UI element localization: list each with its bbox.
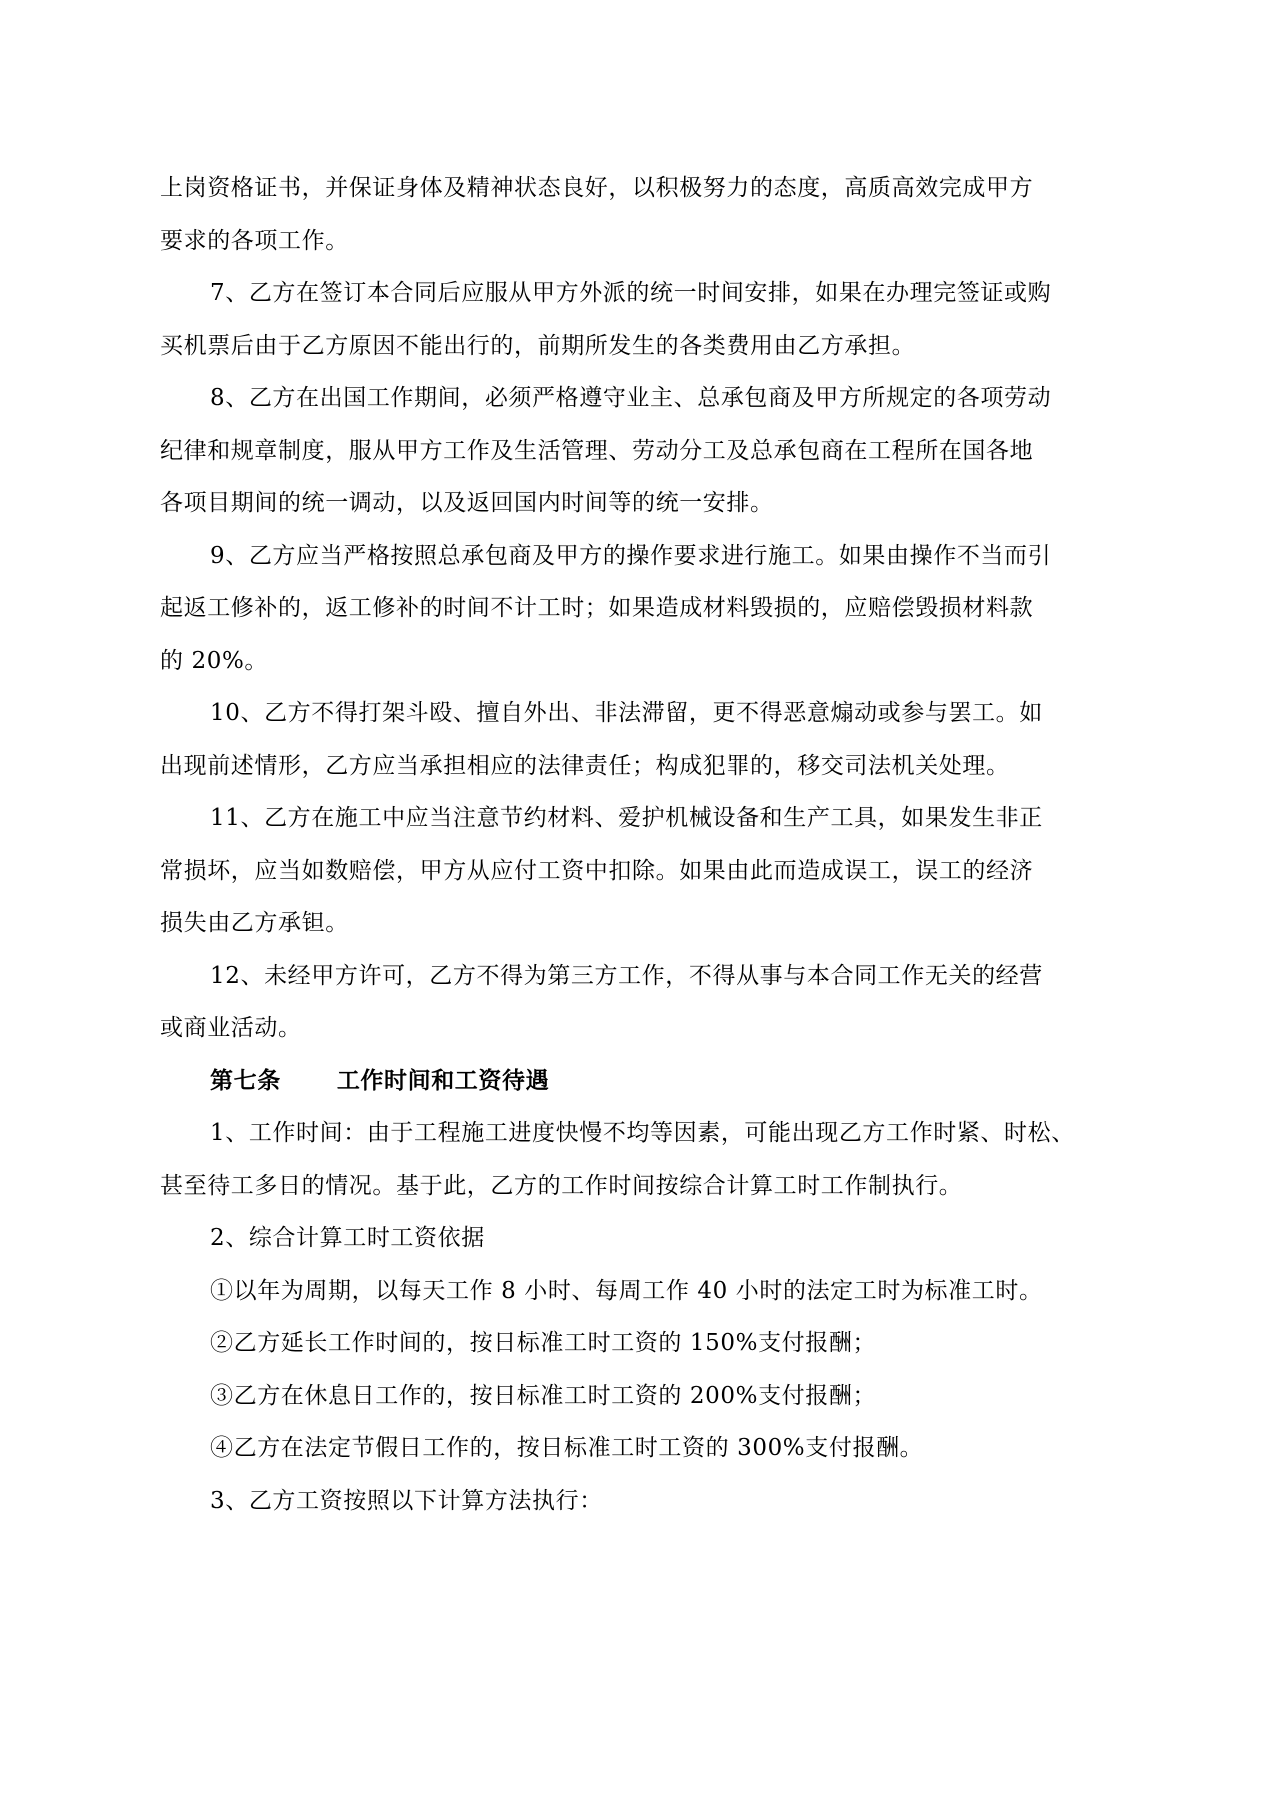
text-line: 买机票后由于乙方原因不能出行的，前期所发生的各类费用由乙方承担。 <box>160 332 916 359</box>
text-line: 甚至待工多日的情况。基于此，乙方的工作时间按综合计算工时工作制执行。 <box>160 1172 963 1199</box>
article-heading <box>160 1055 1124 1108</box>
sub-item-1: ①以年为周期，以每天工作 8 小时、每周工作 40 小时的法定工时为标准工时。 <box>210 1277 1043 1304</box>
text-line: 要求的各项工作。 <box>160 227 349 254</box>
sub-item-4: ④乙方在法定节假日工作的，按日标准工时工资的 300%支付报酬。 <box>210 1435 924 1461</box>
item-1: 1、工作时间：由于工程施工进度快慢不均等因素，可能出现乙方工作时紧、时松、 <box>210 1120 1075 1146</box>
text-line: 出现前述情形，乙方应当承担相应的法律责任；构成犯罪的，移交司法机关处理。 <box>160 752 1010 779</box>
text-line: 上岗资格证书，并保证身体及精神状态良好，以积极努力的态度，高质高效完成甲方 <box>160 175 1034 201</box>
clause-8: 8、乙方在出国工作期间，必须严格遵守业主、总承包商及甲方所规定的各项劳动 <box>210 385 1052 411</box>
item-2: 2、综合计算工时工资依据 <box>210 1225 485 1251</box>
sub-item-3: ③乙方在休息日工作的，按日标准工时工资的 200%支付报酬； <box>210 1382 877 1409</box>
sub-item-2: ②乙方延长工作时间的，按日标准工时工资的 150%支付报酬； <box>210 1330 877 1356</box>
clause-12: 12、未经甲方许可，乙方不得为第三方工作，不得从事与本合同工作无关的经营 <box>210 962 1043 989</box>
document-body <box>160 162 1124 1527</box>
text-line: 常损坏，应当如数赔偿，甲方从应付工资中扣除。如果由此而造成误工，误工的经济 <box>160 857 1034 884</box>
clause-9: 9、乙方应当严格按照总承包商及甲方的操作要求进行施工。如果由操作不当而引 <box>210 542 1052 569</box>
text-line: 损失由乙方承钽。 <box>160 910 349 936</box>
clause-10: 10、乙方不得打架斗殴、擅自外出、非法滞留，更不得恶意煽动或参与罢工。如 <box>210 700 1043 726</box>
text-line: 或商业活动。 <box>160 1015 302 1041</box>
article-number: 第七条 <box>210 1066 281 1094</box>
article-title: 工作时间和工资待遇 <box>336 1066 550 1094</box>
clause-7: 7、乙方在签订本合同后应服从甲方外派的统一时间安排，如果在办理完签证或购 <box>210 280 1052 306</box>
text-line: 纪律和规章制度，服从甲方工作及生活管理、劳动分工及总承包商在工程所在国各地 <box>160 437 1034 464</box>
item-3: 3、乙方工资按照以下计算方法执行： <box>210 1487 603 1514</box>
clause-11: 11、乙方在施工中应当注意节约材料、爱护机械设备和生产工具，如果发生非正 <box>210 805 1043 831</box>
text-line: 的 20%。 <box>160 647 269 674</box>
text-line: 起返工修补的，返工修补的时间不计工时；如果造成材料毁损的，应赔偿毁损材料款 <box>160 595 1034 621</box>
text-line: 各项目期间的统一调动，以及返回国内时间等的统一安排。 <box>160 490 774 516</box>
